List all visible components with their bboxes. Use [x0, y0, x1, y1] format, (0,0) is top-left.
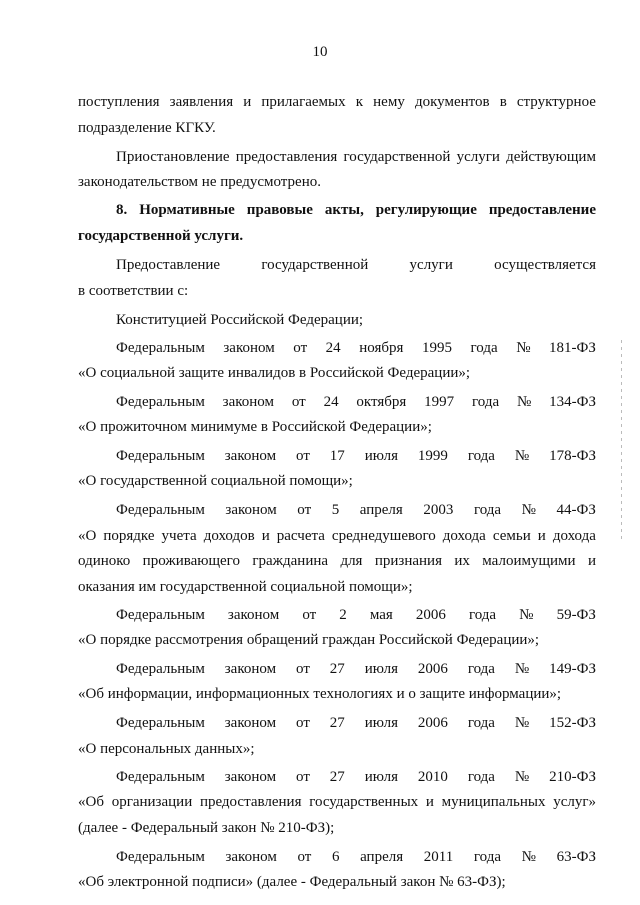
word: к [355, 94, 364, 110]
word: учета [161, 528, 197, 544]
word: законом [225, 849, 277, 865]
word: акты, [324, 202, 364, 218]
word: года [467, 715, 495, 731]
text-line [116, 659, 596, 679]
word: 27 [329, 715, 345, 731]
word: 134-ФЗ [549, 394, 596, 410]
word: 2006 [417, 715, 448, 731]
text-line: «О прожиточном минимуме в Российской Федерации»; [78, 419, 432, 435]
word: законом [224, 661, 277, 677]
word: семьи [492, 528, 531, 544]
word: 5 [331, 502, 340, 518]
word: прилагаемых [261, 94, 346, 110]
text-line: «О социальной защите инвалидов в Российской Федерации»; [78, 365, 471, 381]
word: законом [224, 448, 277, 464]
word: их [454, 553, 470, 569]
word: Федеральным [116, 340, 205, 356]
word: октября [356, 394, 407, 410]
word: проживающего [142, 553, 240, 569]
word: регулирующие [375, 202, 477, 218]
page-number: 10 [312, 44, 328, 60]
word: 27 [329, 661, 345, 677]
text-line: подразделение КГКУ. [78, 120, 216, 136]
word: Федеральным [116, 607, 205, 623]
word: среднедушевого [331, 528, 436, 544]
word: № [519, 607, 534, 623]
word: государственной [343, 149, 451, 165]
text-line [116, 147, 596, 167]
word: Федеральным [116, 448, 205, 464]
text-line: в соответствии с: [78, 283, 189, 299]
word: структурное [516, 94, 596, 110]
text-line [78, 92, 596, 112]
word: 63-ФЗ [556, 849, 596, 865]
word: № [521, 502, 536, 518]
word: дохода [442, 528, 486, 544]
word: и [537, 528, 546, 544]
word: апреля [359, 502, 403, 518]
text-line [116, 500, 596, 520]
word: государственных [309, 794, 419, 810]
word: доходов [203, 528, 255, 544]
word: осуществляется [494, 257, 596, 273]
text-line: «О персональных данных»; [78, 741, 255, 757]
word: 44-ФЗ [556, 502, 596, 518]
scan-artifact [621, 340, 622, 540]
word: услуги [409, 257, 453, 273]
word: предоставления [235, 149, 338, 165]
word: признания [374, 553, 442, 569]
word: 27 [329, 769, 345, 785]
word: года [470, 340, 498, 356]
word: Федеральным [116, 394, 205, 410]
word: от [297, 849, 312, 865]
word: муниципальных [441, 794, 546, 810]
text-line [116, 767, 596, 787]
word: 1995 [421, 340, 452, 356]
word: нему [373, 94, 405, 110]
word: Федеральным [116, 661, 205, 677]
word: и [587, 553, 596, 569]
word: 2006 [417, 661, 448, 677]
text-line: «О порядке рассмотрения обращений граждан Российской Федерации»; [78, 632, 540, 648]
word: гражданина [252, 553, 329, 569]
word: и [261, 528, 270, 544]
word: Федеральным [116, 502, 205, 518]
word: законом [227, 607, 280, 623]
word: от [296, 448, 310, 464]
word: № [514, 715, 530, 731]
word: Федеральным [116, 849, 205, 865]
word: правовые [246, 202, 313, 218]
word: документов [414, 94, 490, 110]
word: законом [223, 340, 275, 356]
word: года [467, 769, 495, 785]
word: № [514, 448, 530, 464]
word: 210-ФЗ [549, 769, 596, 785]
word: мая [369, 607, 393, 623]
word: года [467, 661, 495, 677]
word: Федеральным [116, 715, 205, 731]
word: 2 [339, 607, 347, 623]
word: 2003 [423, 502, 454, 518]
word: июля [364, 769, 398, 785]
word: июля [364, 448, 398, 464]
word: законом [225, 502, 277, 518]
word: Предоставление [116, 257, 221, 273]
word: заявления [169, 94, 234, 110]
word: 178-ФЗ [549, 448, 596, 464]
word: года [468, 607, 497, 623]
word: 59-ФЗ [556, 607, 596, 623]
word: ноября [359, 340, 404, 356]
word: июля [364, 715, 398, 731]
text-line [116, 338, 596, 358]
word: от [297, 502, 312, 518]
word: законом [224, 715, 277, 731]
word: № [514, 661, 530, 677]
text-line [78, 792, 596, 812]
text-line [78, 551, 596, 571]
word: в [499, 94, 507, 110]
word: 24 [325, 340, 341, 356]
word: порядке [103, 528, 155, 544]
word: услуг» [553, 794, 596, 810]
word: малоимущими [482, 553, 576, 569]
word: предоставления [199, 794, 302, 810]
text-line: «Об электронной подписи» (далее - Федеральный закон № 63-ФЗ); [78, 874, 506, 890]
word: июля [364, 661, 398, 677]
word: предоставление [488, 202, 596, 218]
word: 181-ФЗ [549, 340, 596, 356]
text-line: оказания им государственной социальной помощи»; [78, 579, 413, 595]
word: от [302, 607, 317, 623]
word: от [296, 715, 310, 731]
word: 6 [331, 849, 340, 865]
text-line [116, 446, 596, 466]
word: поступления [78, 94, 160, 110]
word: и [243, 94, 252, 110]
text-line [116, 200, 596, 220]
word: 149-ФЗ [549, 661, 596, 677]
word: 1999 [417, 448, 448, 464]
word: законом [224, 769, 277, 785]
word: № [521, 849, 536, 865]
word: № [514, 769, 530, 785]
text-line [116, 392, 596, 412]
text-line: государственной услуги. [78, 228, 244, 244]
word: «Об [78, 794, 104, 810]
word: № [516, 340, 531, 356]
word: 17 [329, 448, 345, 464]
word: года [473, 502, 502, 518]
word: одиноко [78, 553, 131, 569]
text-line [78, 526, 596, 546]
word: 24 [323, 394, 339, 410]
word: Нормативные [139, 202, 235, 218]
word: организации [111, 794, 193, 810]
word: 2010 [417, 769, 448, 785]
word: и [425, 794, 434, 810]
word: 152-ФЗ [549, 715, 596, 731]
word: года [467, 448, 495, 464]
word: действующим [506, 149, 596, 165]
word: расчета [276, 528, 325, 544]
word: года [473, 849, 501, 865]
word: Приостановление [116, 149, 230, 165]
word: Федеральным [116, 769, 205, 785]
word: 2006 [415, 607, 446, 623]
text-line: «Об информации, информационных технологиях и о защите информации»; [78, 686, 562, 702]
word: государственной [261, 257, 369, 273]
word: «О [78, 528, 97, 544]
word: от [296, 769, 310, 785]
word: для [340, 553, 363, 569]
text-line [116, 255, 596, 275]
text-line [116, 713, 596, 733]
word: дохода [552, 528, 596, 544]
word: года [471, 394, 500, 410]
text-line: законодательством не предусмотрено. [78, 174, 321, 190]
word: апреля [360, 849, 404, 865]
word: 8. [116, 202, 128, 218]
text-line: (далее - Федеральный закон № 210-ФЗ); [78, 820, 335, 836]
text-line: Конституцией Российской Федерации; [116, 312, 364, 328]
word: № [516, 394, 532, 410]
word: законом [222, 394, 275, 410]
text-line [116, 847, 596, 867]
word: от [293, 340, 308, 356]
word: 1997 [424, 394, 455, 410]
word: 2011 [423, 849, 454, 865]
word: услуги [456, 149, 500, 165]
text-line: «О государственной социальной помощи»; [78, 473, 353, 489]
text-line [116, 605, 596, 625]
word: от [291, 394, 306, 410]
word: от [296, 661, 310, 677]
